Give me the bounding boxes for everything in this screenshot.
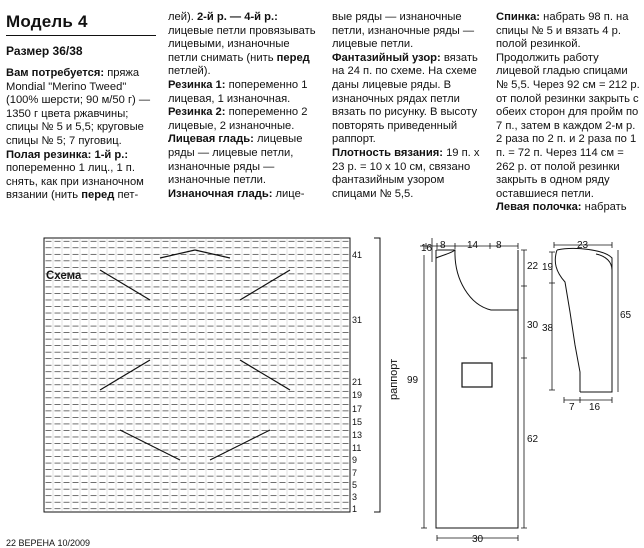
- reverse-label: Изнаночная гладь:: [168, 187, 273, 200]
- page-footer: 22 ВЕРЕНА 10/2009: [6, 538, 91, 548]
- row-label: 9: [352, 455, 358, 465]
- rib2-label: Резинка 2:: [168, 106, 226, 119]
- materials-text: пряжа Mondial "Merino Tweed" (100% шерсти; 90 м/50 г) — 1350 г цвета ржавчины; спицы № 5 и 5,5; круговые спицы № 5; 7 пуговиц.: [6, 67, 151, 147]
- row-label: 17: [352, 404, 363, 414]
- row-label: 15: [352, 417, 363, 427]
- dim-top-left: 8: [440, 240, 446, 251]
- reverse-cont-text: вые ряды — изнаночные петли, изнаночные ряды — лицевые петли.: [332, 11, 475, 51]
- density-text: 19 п. х 23 р. = 10 х 10 см, связано фантазийным узором спицами № 5,5.: [332, 146, 480, 200]
- dim-top-mid: 14: [467, 240, 479, 251]
- back-text: набрать 98 п. на спицы № 5 и вязать 4 р. полой резинкой. Продолжить работу лицевой гладью спицами № 5,5. Через 92 см = 212 р. от полой резинки закрыть с обеих сторон для пройм по 7 п., затем в каждом 2-м р. 2 раза по 2 п. и 2 раза по 1 п. = 72 п. Через 114 см = 262 р. от полой резинки закрыть в одном ряду оставшиеся петли.: [496, 11, 640, 200]
- dim-sleeve-65: 65: [620, 310, 632, 321]
- rib2-text: попеременно 2 лицевые, 2 изнаночные.: [168, 106, 308, 132]
- dim-top-right: 8: [496, 240, 502, 251]
- density-label: Плотность вязания:: [332, 146, 443, 159]
- rib-label: Полая резинка:: [6, 148, 92, 161]
- front-label: Левая полочка:: [496, 201, 582, 214]
- reverse-text: лице-: [275, 187, 305, 200]
- rib-row1-label: 1-й р.:: [94, 148, 129, 161]
- rib-row1-end: пет-: [117, 189, 139, 202]
- rib-row1-text: попеременно 1 лиц., 1 п. снять, как при изнаночном вязании (нить: [6, 162, 144, 202]
- stockinette-label: Лицевая гладь:: [168, 133, 254, 146]
- rib1-label: Резинка 1:: [168, 78, 226, 91]
- row-label: 41: [352, 250, 363, 260]
- row-label: 7: [352, 468, 358, 478]
- dim-right-30: 30: [527, 320, 539, 331]
- page-title: Модель 4: [6, 12, 88, 31]
- fancy-text: вязать на 24 п. по схеме. На схеме даны лицевые ряды. В изнаночных рядах петли вязать по рисунку. В высоту повторять приведенный раппорт.: [332, 51, 478, 146]
- dim-sleeve-bottom-right: 16: [589, 402, 601, 413]
- row-label: 1: [352, 504, 358, 514]
- materials-label: Вам потребуется:: [6, 67, 105, 79]
- row-label: 21: [352, 377, 363, 387]
- rapport-bracket: [374, 238, 380, 512]
- dim-right-22: 22: [527, 261, 539, 272]
- knitting-chart: [44, 238, 350, 512]
- row-labels: [352, 250, 362, 514]
- row-label: 13: [352, 430, 363, 440]
- rib1-text: попеременно 1 лицевая, 1 изнаночная.: [168, 78, 308, 105]
- schema-title: Схема: [46, 270, 82, 282]
- size-label: Размер 36/38: [6, 44, 83, 58]
- rows-bold: перед: [276, 51, 310, 64]
- dim-right-62: 62: [527, 434, 539, 445]
- row-label: 3: [352, 492, 358, 502]
- dim-sleeve-38: 38: [542, 323, 554, 334]
- rapport-label: раппорт: [388, 358, 400, 400]
- dim-sleeve-19: 19: [542, 262, 554, 273]
- dim-left-16: 16: [421, 243, 433, 254]
- row-label: 19: [352, 390, 363, 400]
- dim-sleeve-bottom-left: 7: [569, 402, 575, 413]
- rows-text: лицевые петли провязывать лицевыми, изнаночные петли снимать (нить: [168, 24, 316, 64]
- rows-cont: лей).: [168, 11, 194, 23]
- rows-end: петлей).: [168, 65, 211, 78]
- fancy-label: Фантазийный узор:: [332, 51, 441, 64]
- rib-row1-bold: перед: [81, 189, 115, 202]
- body-pattern: [420, 238, 527, 541]
- stockinette-text: лицевые ряды — лицевые петли, изнаночные ряды — изнаночные петли.: [168, 133, 303, 187]
- row-label: 31: [352, 315, 363, 325]
- sleeve-pattern: [549, 242, 618, 403]
- row-label: 11: [352, 443, 362, 453]
- dim-left-99: 99: [407, 375, 419, 386]
- row-label: 5: [352, 480, 358, 490]
- back-label: Спинка:: [496, 11, 541, 23]
- dim-bottom-30: 30: [472, 534, 484, 545]
- dim-sleeve-top: 23: [577, 240, 589, 251]
- front-text: набрать: [584, 201, 627, 214]
- rows-label: 2-й р. — 4-й р.:: [196, 11, 278, 23]
